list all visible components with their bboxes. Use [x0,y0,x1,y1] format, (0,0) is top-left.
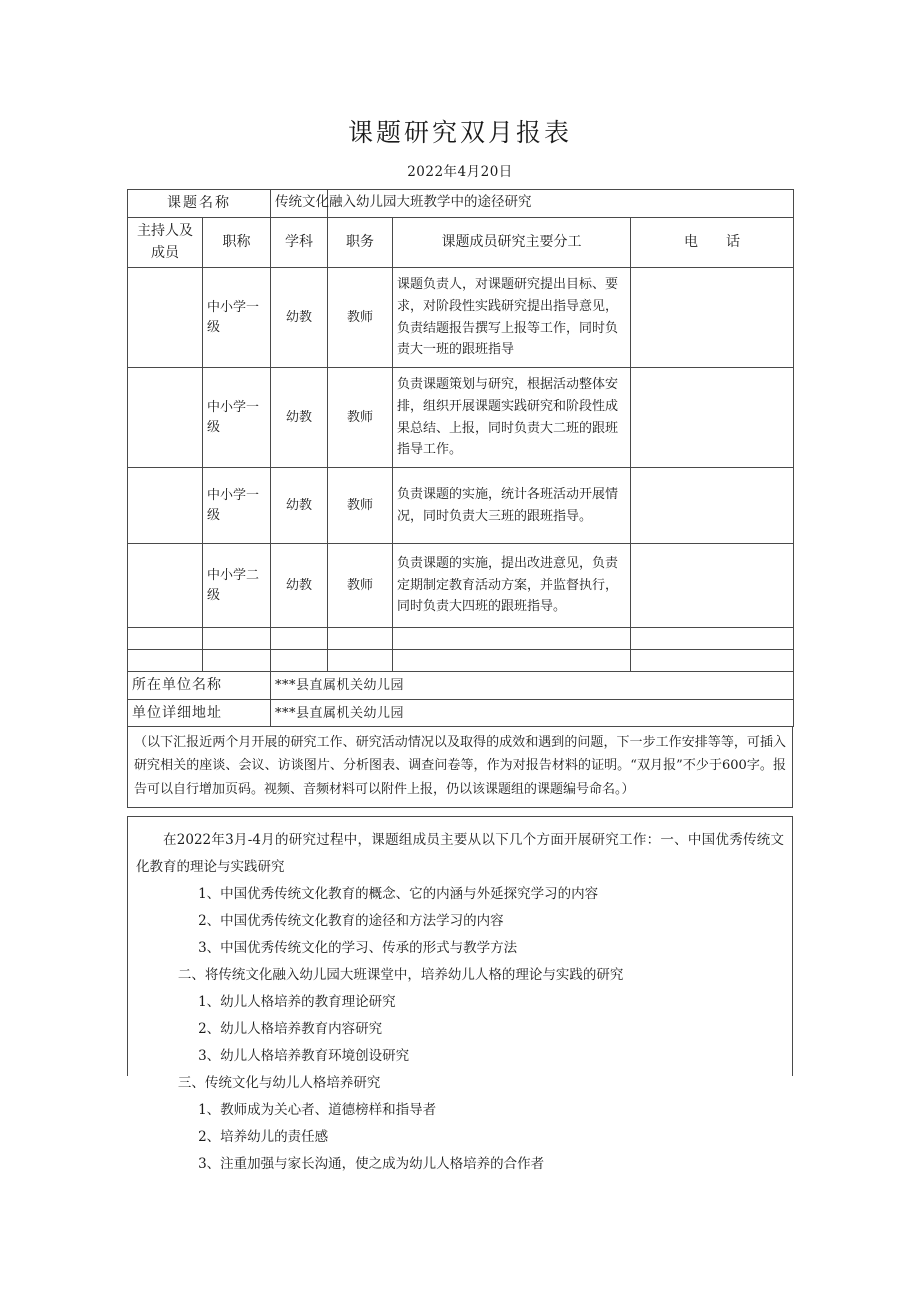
empty-cell [128,628,203,650]
body-section-heading: 三、传统文化与幼儿人格培养研究 [177,1074,381,1091]
header-division: 课题成员研究主要分工 [393,217,631,267]
member-duty-cell: 教师 [328,368,393,468]
member-name-cell [128,544,203,628]
member-rank-cell [203,268,271,368]
member-rank-line2: 级 [207,419,221,435]
table-row-empty [128,650,794,672]
unit-address-value: ***县直属机关幼儿园 [271,699,794,727]
member-rank-line1: 中小学二 [207,568,260,584]
header-members-line1: 主持人及 [137,222,193,239]
instruction-block: （以下汇报近两个月开展的研究工作、研究活动情况以及取得的成效和遇到的问题，下一步工作安排等等，可插入研究相关的座谈、会议、访谈图片、分析图表、调查问卷等，作为对报告材料的证明。“双月报”不少于600字。报告可以自行增加页码。视频、音频材料可以附件上报，仍以该课题组的课题编号命名。） [127,727,793,807]
member-division-cell: 负责课题策划与研究，根据活动整体安排，组织开展课题实践研究和阶段性成果总结、上报，同时负责大二班的跟班指导工作。 [393,368,631,468]
header-phone: 电 话 [631,217,794,267]
member-rank-line2: 级 [207,319,221,335]
body-list-item: 3、中国优秀传统文化的学习、传承的形式与教学方法 [198,939,518,956]
header-duty: 职务 [328,217,393,267]
header-rank: 职称 [203,217,271,267]
unit-name-value: ***县直属机关幼儿园 [271,672,794,700]
empty-cell [631,628,794,650]
member-name-cell [128,268,203,368]
member-division-cell: 负责课题的实施，提出改进意见，负责定期制定教育活动方案，并监督执行，同时负责大四班的跟班指导。 [393,544,631,628]
member-subject-cell: 幼教 [271,544,328,628]
header-subject: 学科 [271,217,328,267]
empty-cell [271,650,328,672]
topic-name-label: 课题名称 [128,190,271,218]
member-subject-cell: 幼教 [271,368,328,468]
member-rank-line2: 级 [207,587,221,603]
header-members-line2: 成员 [151,245,179,262]
member-name-cell [128,468,203,544]
report-date: 2022年4月20日 [407,164,513,180]
member-duty-cell: 教师 [328,544,393,628]
empty-cell [128,650,203,672]
member-division-cell: 负责课题的实施，统计各班活动开展情况，同时负责大三班的跟班指导。 [393,468,631,544]
body-list-item: 1、幼儿人格培养的教育理论研究 [198,993,396,1010]
body-list-item: 3、注重加强与家长沟通，使之成为幼儿人格培养的合作者 [198,1155,545,1172]
table-row-headers [128,217,794,267]
info-table-wrapper [127,189,793,727]
member-phone-cell [631,268,794,368]
member-rank-line2: 级 [207,507,221,523]
member-duty-cell: 教师 [328,468,393,544]
empty-cell [203,650,271,672]
member-phone-cell [631,468,794,544]
project-info-table [127,189,794,727]
body-list-item: 3、幼儿人格培养教育环境创设研究 [198,1047,410,1064]
member-rank-line1: 中小学一 [207,400,260,416]
table-row-member [128,544,794,628]
body-opening-paragraph: 在2022年3月-4月的研究过程中，课题组成员主要从以下几个方面开展研究工作：一、中国优秀传统文化教育的理论与实践研究 [136,831,784,875]
member-rank-line1: 中小学一 [207,488,260,504]
empty-cell [393,650,631,672]
topic-value-text: 传统文化融入幼儿园大班教学中的途径研究 [275,194,532,211]
table-row-topic [128,190,794,218]
body-list-item: 2、幼儿人格培养教育内容研究 [198,1020,383,1037]
member-rank-cell [203,368,271,468]
empty-cell [328,650,393,672]
unit-name-label: 所在单位名称 [128,672,271,700]
unit-address-label: 单位详细地址 [128,699,271,727]
empty-cell [203,628,271,650]
body-list-item: 1、中国优秀传统文化教育的概念、它的内涵与外延探究学习的内容 [198,885,599,902]
page-title: 课题研究双月报表 [347,118,572,147]
empty-cell [393,628,631,650]
header-members [128,217,203,267]
member-subject-cell: 幼教 [271,268,328,368]
table-row-empty [128,628,794,650]
member-name-cell [128,368,203,468]
body-list-item: 2、中国优秀传统文化教育的途径和方法学习的内容 [198,912,504,929]
topic-value-part1-cell [271,190,532,218]
member-phone-cell [631,544,794,628]
table-row-member [128,268,794,368]
member-subject-cell: 幼教 [271,468,328,544]
body-section-heading: 二、将传统文化融入幼儿园大班课堂中，培养幼儿人格的理论与实践的研究 [177,966,624,983]
empty-cell [328,628,393,650]
table-row-member [128,468,794,544]
body-list-item: 2、培养幼儿的责任感 [198,1128,329,1145]
table-row-unit-name [128,672,794,700]
body-list-item: 1、教师成为关心者、道德榜样和指导者 [198,1101,437,1118]
report-body-block [127,816,793,1172]
member-phone-cell [631,368,794,468]
member-rank-line1: 中小学一 [207,300,260,316]
table-row-unit-address [128,699,794,727]
member-division-cell: 课题负责人，对课题研究提出目标、要求，对阶段性实践研究提出指导意见，负责结题报告撰写上报等工作，同时负责大一班的跟班指导 [393,268,631,368]
empty-cell [631,650,794,672]
member-duty-cell: 教师 [328,268,393,368]
table-row-member [128,368,794,468]
empty-cell [271,628,328,650]
member-rank-cell [203,468,271,544]
member-rank-cell [203,544,271,628]
